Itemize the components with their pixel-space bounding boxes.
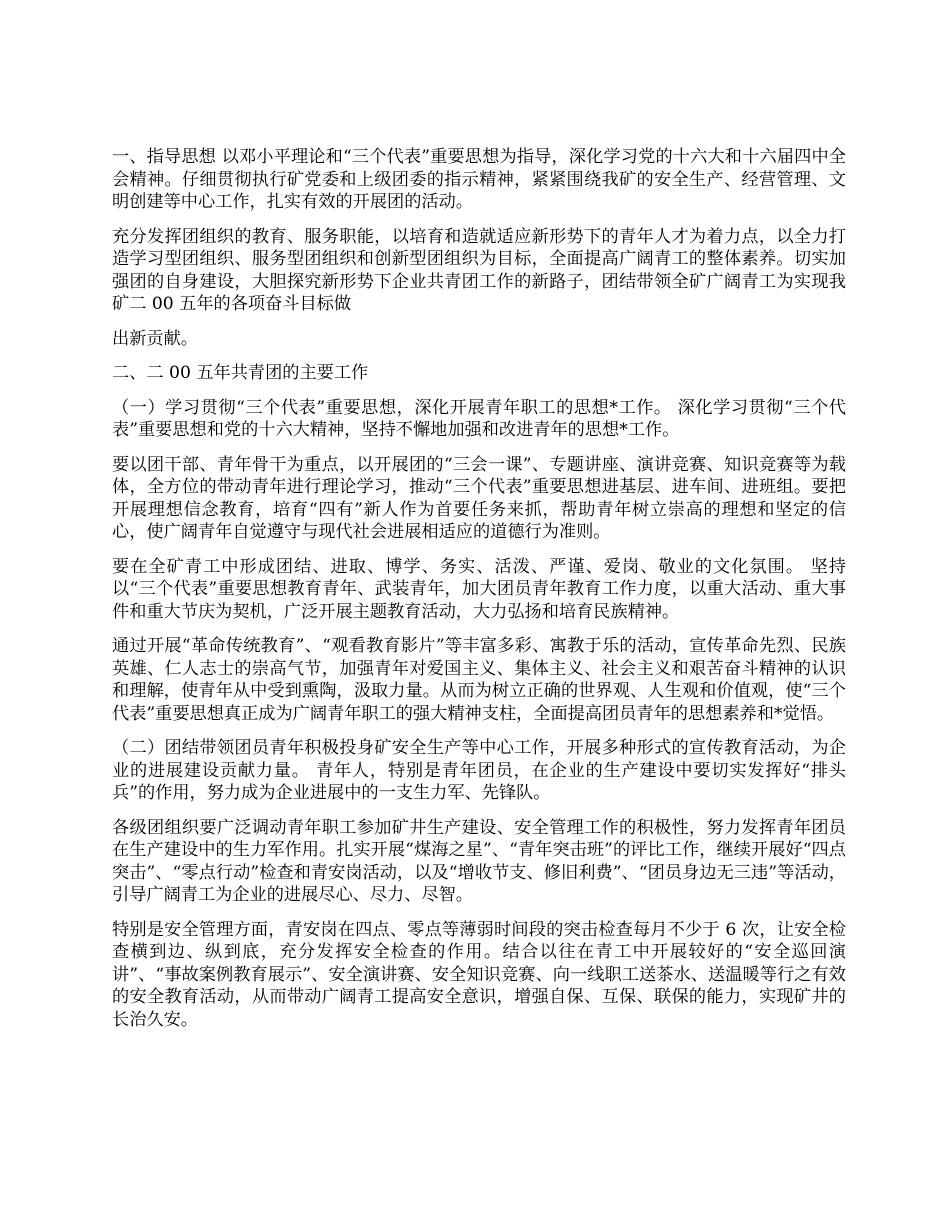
paragraph-cadre-focus: 要以团干部、青年骨干为重点，以开展团的“三会一课”、专题讲座、演讲竞赛、知识竞赛等为载体，全方位的带动青年进行理论学习，推动“三个代表”重要思想进基层、进车间、进班组。要把开展理想信念教育，培育“四有”新人作为首要任务来抓，帮助青年树立崇高的理想和坚定的信心，使广阔青年自觉遵守与现代社会进展相适应的道德行为准则。: [112, 454, 846, 542]
paragraph-guiding-ideology: 一、指导思想 以邓小平理论和“三个代表”重要思想为指导，深化学习党的十六大和十六届四中全会精神。仔细贯彻执行矿党委和上级团委的指示精神，紧紧围绕我矿的安全生产、经营管理、文明创建等中心工作，扎实有效的开展团的活动。: [112, 147, 846, 212]
paragraph-new-contribution: 出新贡献。: [112, 328, 198, 349]
section-heading-main-work: 二、二 00 五年共青团的主要工作: [112, 363, 369, 383]
paragraph-revolutionary-education: 通过开展“革命传统教育”、“观看教育影片”等丰富多彩、寓教于乐的活动，宣传革命先烈、民族英雄、仁人志士的崇高气节，加强青年对爱国主义、集体主义、社会主义和艰苦奋斗精神的认识和理解，使青年从中受到熏陶，汲取力量。从而为树立正确的世界观、人生观和价值观，使“三个代表”重要思想真正成为广阔青年职工的强大精神支柱，全面提高团员青年的思想素养和*觉悟。: [112, 636, 846, 724]
paragraph-cultural-atmosphere: 要在全矿青工中形成团结、进取、博学、务实、活泼、严谨、爱岗、敬业的文化氛围。 坚持以“三个代表”重要思想教育青年、武装青年，加大团员青年教育工作力度，以重大活动、重大事件和重大节庆为契机，广泛开展主题教育活动，大力弘扬和培育民族精神。: [112, 556, 846, 622]
paragraph-mobilize-youth: 各级团组织要广泛调动青年职工参加矿井生产建设、安全管理工作的积极性，努力发挥青年团员在生产建设中的生力军作用。扎实开展“煤海之星”、“青年突击班”的评比工作，继续开展好“四点突击”、“零点行动”检查和青安岗活动，以及“增收节支、修旧利费”、“团员身边无三违”等活动，引导广阔青工为企业的进展尽心、尽力、尽智。: [112, 817, 846, 905]
paragraph-study-three-represents: （一）学习贯彻“三个代表”重要思想，深化开展青年职工的思想*工作。 深化学习贯彻“三个代表”重要思想和党的十六大精神，坚持不懈地加强和改进青年的思想*工作。: [112, 397, 846, 440]
document-body: [112, 146, 846, 1043]
paragraph-safety-production: （二）团结带领团员青年积极投身矿安全生产等中心工作，开展多种形式的宣传教育活动，为企业的进展建设贡献力量。 青年人，特别是青年团员，在企业的生产建设中要切实发挥好“排头兵”的作用，努力成为企业进展中的一支生力军、先锋队。: [112, 738, 846, 803]
paragraph-service-functions: 充分发挥团组织的教育、服务职能，以培育和造就适应新形势下的青年人才为着力点，以全力打造学习型团组织、服务型团组织和创新型团组织为目标，全面提高广阔青工的整体素养。切实加强团的自身建设，大胆探究新形势下企业共青团工作的新路子，团结带领全矿广阔青工为实现我矿二 00 五年的各项奋斗目标做: [112, 226, 846, 314]
paragraph-safety-management: 特别是安全管理方面，青安岗在四点、零点等薄弱时间段的突击检查每月不少于 6 次，让安全检查横到边、纵到底，充分发挥安全检查的作用。结合以往在青工中开展较好的“安全巡回演讲”、“事故案例教育展示”、安全演讲赛、安全知识竞赛、向一线职工送茶水、送温暖等行之有效的安全教育活动，从而带动广阔青工提高安全意识，增强自保、互保、联保的能力，实现矿井的长治久安。: [112, 919, 846, 1030]
